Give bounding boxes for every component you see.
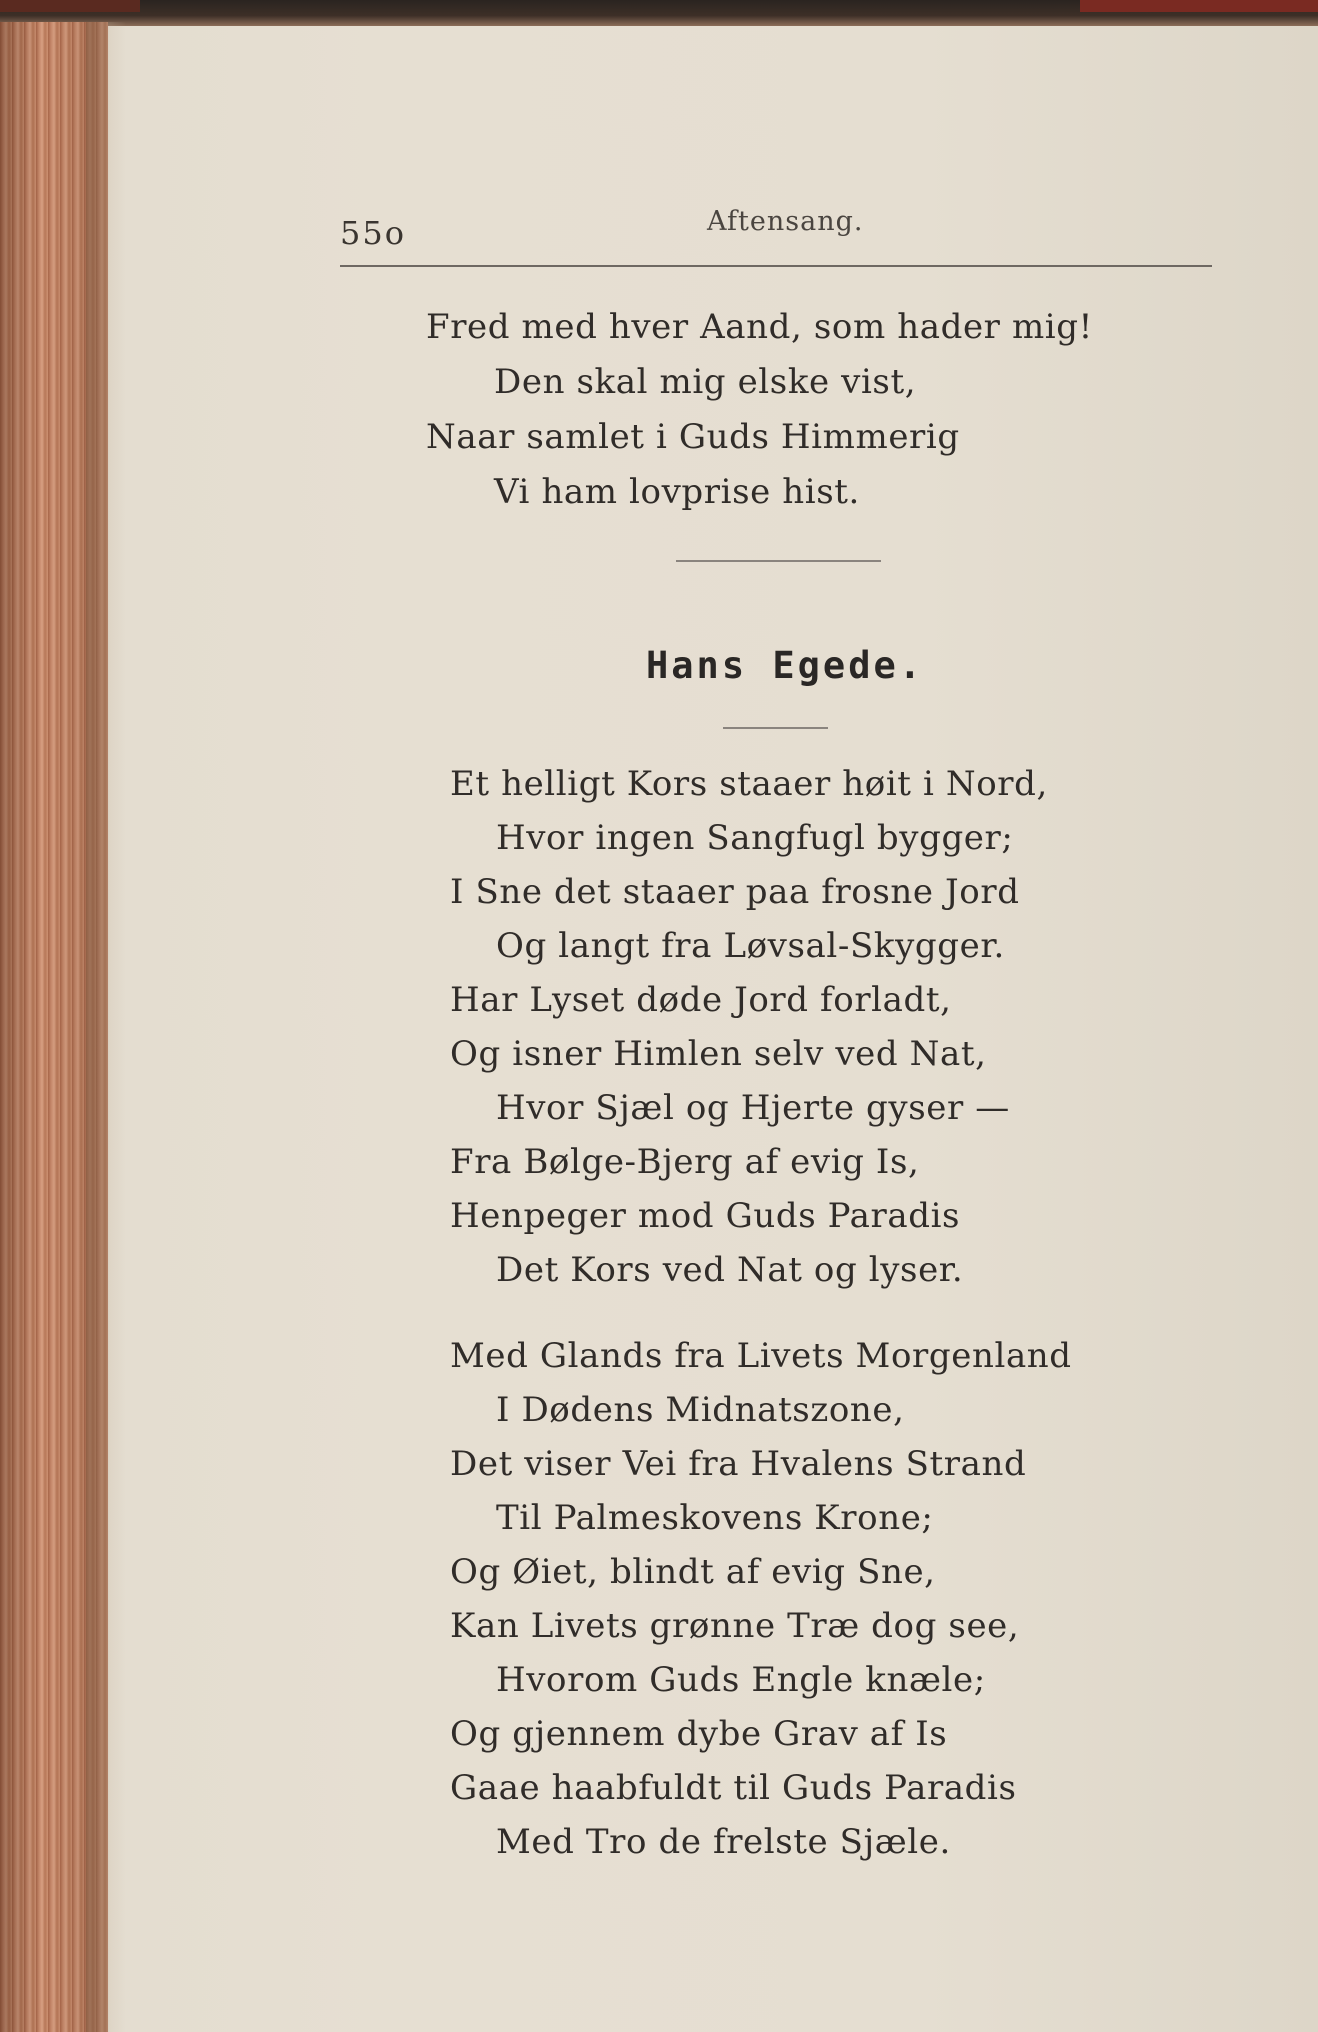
verse-line: Har Lyset døde Jord forladt, bbox=[450, 980, 952, 1020]
verse-line: Med Tro de frelste Sjæle. bbox=[496, 1822, 951, 1862]
verse-line: Hvor ingen Sangfugl bygger; bbox=[496, 818, 1014, 858]
verse-line: Hvorom Guds Engle knæle; bbox=[496, 1660, 986, 1700]
verse-line: Kan Livets grønne Træ dog see, bbox=[450, 1606, 1020, 1646]
running-head: Aftensang. bbox=[707, 206, 864, 237]
verse-line: I Dødens Midnatszone, bbox=[496, 1390, 905, 1430]
verse-line: Gaae haabfuldt til Guds Paradis bbox=[450, 1768, 1017, 1808]
binding-top-strip bbox=[0, 0, 1318, 26]
verse-line: Det Kors ved Nat og lyser. bbox=[496, 1250, 964, 1290]
page-gutter bbox=[86, 22, 126, 2032]
verse-line: Til Palmeskovens Krone; bbox=[496, 1498, 934, 1538]
verse-line: Og gjennem dybe Grav af Is bbox=[450, 1714, 948, 1754]
verse-line: Fra Bølge-Bjerg af evig Is, bbox=[450, 1142, 920, 1182]
title-divider bbox=[723, 727, 828, 729]
verse-line: Og isner Himlen selv ved Nat, bbox=[450, 1034, 987, 1074]
verse-line: Henpeger mod Guds Paradis bbox=[450, 1196, 961, 1236]
verse-line: Hvor Sjæl og Hjerte gyser — bbox=[496, 1088, 1010, 1128]
verse-line: Fred med hver Aand, som hader mig! bbox=[426, 307, 1093, 347]
verse-line: Og langt fra Løvsal-Skygger. bbox=[496, 926, 1005, 966]
verse-line: Det viser Vei fra Hvalens Strand bbox=[450, 1444, 1027, 1484]
verse-line: Med Glands fra Livets Morgenland bbox=[450, 1336, 1072, 1376]
header-rule bbox=[340, 265, 1212, 267]
verse-line: Vi ham lovprise hist. bbox=[494, 472, 860, 512]
section-divider bbox=[676, 560, 881, 562]
page-number: 55o bbox=[340, 214, 406, 252]
verse-line: Naar samlet i Guds Himmerig bbox=[426, 417, 960, 457]
verse-line: Et helligt Kors staaer høit i Nord, bbox=[450, 764, 1048, 804]
verse-line: Den skal mig elske vist, bbox=[494, 362, 917, 402]
verse-line: Og Øiet, blindt af evig Sne, bbox=[450, 1552, 936, 1592]
verse-line: I Sne det staaer paa frosne Jord bbox=[450, 872, 1020, 912]
poem-title: Hans Egede. bbox=[646, 644, 925, 687]
